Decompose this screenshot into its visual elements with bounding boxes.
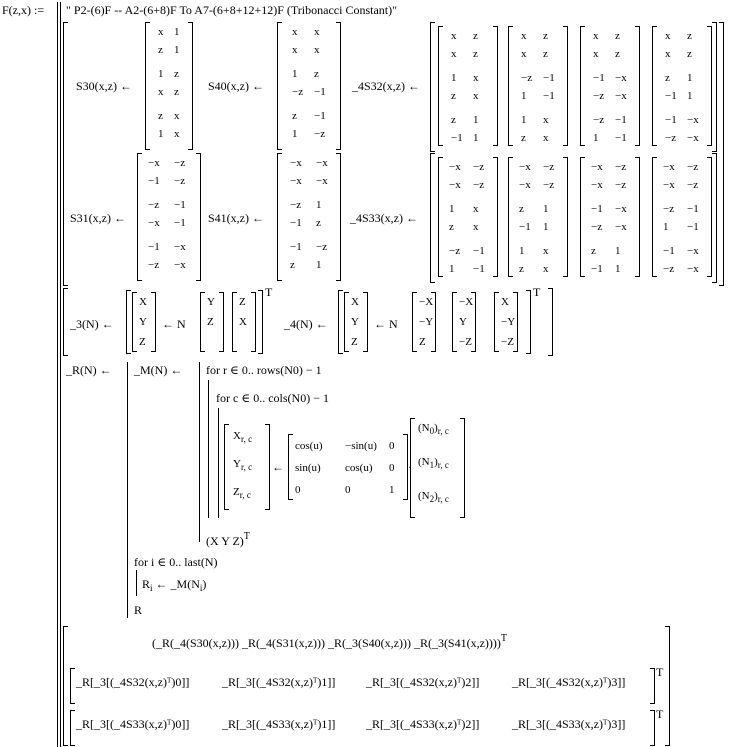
matrix-cell: x (292, 44, 298, 56)
matrix-cell: −1 (473, 263, 485, 275)
s4-32-submatrix (508, 26, 568, 146)
matrix-cell: z (314, 68, 319, 80)
matrix-cell: x (473, 90, 479, 102)
result-row-2-entry: _R[_3[(_4S32(x,z)ᵀ)3]] (512, 675, 626, 689)
result-bracket-left (63, 626, 68, 746)
for-c-body-line (218, 408, 219, 518)
result-row-2-bracket-right (650, 668, 655, 704)
result-row-3-entry: _R[_3[(_4S33(x,z)ᵀ)2]] (366, 717, 480, 731)
matrix-cell: −1 (543, 72, 555, 84)
s4-33-submatrix (580, 157, 640, 277)
result-row-3-transpose: T (656, 707, 664, 721)
f3-arrow-n: ← N (162, 317, 186, 331)
matrix-cell: −z (174, 175, 186, 187)
f4-label: _4(N) ← (284, 317, 328, 331)
n2-rc: $(N_2)_{r, c}$ (418, 490, 449, 504)
for-i-body-line (136, 570, 137, 596)
f3-bracket-right (258, 290, 263, 354)
s4-32-label: _4S32(x,z) ← (352, 79, 420, 93)
matrix-cell: −z (148, 259, 160, 271)
matrix-cell: 1 (615, 263, 621, 275)
result-row-3-bracket-left (70, 710, 75, 746)
result-row-3-entry: _R[_3[(_4S33(x,z)ᵀ)1]] (222, 717, 336, 731)
vector-cell: Z (351, 336, 358, 348)
vector-cell: Y (459, 316, 467, 328)
s41-matrix (277, 153, 341, 281)
matrix-cell: −1 (519, 221, 531, 233)
result-row-2-entry: _R[_3[(_4S32(x,z)ᵀ)0]] (76, 675, 190, 689)
matrix-cell: −1 (290, 217, 302, 229)
matrix-cell: 1 (473, 132, 479, 144)
s4-32-submatrix (652, 26, 712, 146)
matrix-cell: −x (687, 114, 699, 126)
s41-label: S41(x,z) ← (208, 211, 264, 225)
matrix-cell: x (158, 26, 164, 38)
result-row-1: (_R(_4(S30(x,z))) _R(_4(S31(x,z))) _R(_3(S40(x,z))) _R(_3(S41(x,z))))$^T$ (152, 633, 508, 650)
rotation-cell: 0 (295, 484, 301, 496)
f3-label: _3(N) ← (70, 317, 114, 331)
f4-bracket-left (338, 290, 343, 354)
vector-cell: −X (459, 296, 474, 308)
matrix-cell: −1 (174, 217, 186, 229)
result-row-2-bracket-left (70, 668, 75, 704)
matrix-cell: −1 (687, 203, 699, 215)
matrix-cell: −z (521, 72, 533, 84)
matrix-cell: −z (665, 132, 677, 144)
matrix-cell: x (521, 30, 527, 42)
matrix-cell: z (451, 114, 456, 126)
matrix-cell: −z (292, 86, 304, 98)
matrix-cell: 1 (543, 221, 549, 233)
vector-cell: −Y (501, 316, 516, 328)
matrix-cell: 1 (473, 114, 479, 126)
matrix-cell: z (687, 48, 692, 60)
f4-rhs-vector-2 (452, 292, 476, 352)
matrix-cell: −z (687, 161, 699, 173)
s30-label: S30(x,z) ← (76, 79, 132, 93)
matrix-cell: x (543, 245, 549, 257)
s4-33-submatrix (438, 157, 498, 277)
result-row-3-entry: _R[_3[(_4S33(x,z)ᵀ)3]] (512, 717, 626, 731)
matrix-cell: −1 (591, 263, 603, 275)
vector-cell: Y (207, 296, 215, 308)
matrix-cell: x (314, 44, 320, 56)
matrix-cell: 1 (449, 263, 455, 275)
matrix-cell: −x (591, 161, 603, 173)
result-row-2-transpose: T (656, 665, 664, 679)
vector-cell: X (239, 316, 247, 328)
matrix-cell: −x (174, 241, 186, 253)
matrix-cell: −1 (665, 114, 677, 126)
result-row-2-entry: _R[_3[(_4S32(x,z)ᵀ)1]] (222, 675, 336, 689)
vector-cell: −X (419, 296, 434, 308)
s4-33-bracket-right (712, 153, 717, 283)
matrix-cell: −z (593, 90, 605, 102)
matrix-cell: 1 (521, 114, 527, 126)
matrix-cell: z (158, 44, 163, 56)
s31-matrix (137, 153, 201, 281)
matrix-cell: 1 (316, 199, 322, 211)
vector-cell: Y (351, 316, 359, 328)
matrix-cell: z (521, 132, 526, 144)
outer-bracket-line (57, 2, 58, 747)
vector-cell: Z (207, 316, 214, 328)
y-rc: $Y_{r, c}$ (233, 458, 253, 472)
matrix-cell: −1 (615, 114, 627, 126)
dot-operator: · (408, 460, 412, 474)
matrix-cell: 1 (687, 90, 693, 102)
matrix-cell: −1 (148, 241, 160, 253)
vector-cell: Z (419, 336, 426, 348)
for-r-body-line (208, 380, 209, 518)
matrix-cell: −x (148, 157, 160, 169)
title-string: " P2-(6)F -- A2-(6+8)F To A7-(6+8+12+12)F (Tribonacci Constant)" (66, 3, 398, 17)
matrix-cell: −x (449, 161, 461, 173)
matrix-cell: −x (615, 221, 627, 233)
s4-32-submatrix (580, 26, 640, 146)
s4-33-bracket-left (430, 153, 435, 283)
return-xyz: (X Y Z)$^T$ (206, 531, 250, 548)
x-rc: $X_{r, c}$ (233, 430, 253, 444)
matrix-cell: −1 (591, 203, 603, 215)
rotation-cell: 1 (389, 484, 395, 496)
matrix-cell: z (543, 30, 548, 42)
matrix-cell: −z (593, 114, 605, 126)
matrix-cell: x (473, 221, 479, 233)
for-r-loop: for r ∈ 0.. rows(N0) − 1 (206, 363, 322, 377)
matrix-cell: z (292, 110, 297, 122)
matrix-cell: 1 (521, 90, 527, 102)
for-i-loop: for i ∈ 0.. last(N) (134, 555, 218, 569)
assign-arrow: ← (272, 460, 284, 474)
block2-right-bracket (548, 288, 553, 356)
matrix-cell: x (543, 263, 549, 275)
f3-transpose: T (265, 285, 273, 299)
matrix-cell: z (665, 72, 670, 84)
matrix-cell: −x (290, 175, 302, 187)
f3-bracket-left (126, 290, 131, 354)
matrix-cell: −x (316, 157, 328, 169)
s4-32-submatrix (438, 26, 498, 146)
xyz-rc-vector (224, 424, 270, 510)
matrix-cell: −z (615, 179, 627, 191)
matrix-cell: z (519, 203, 524, 215)
fR-label: _R(N) ← (66, 363, 112, 377)
matrix-cell: x (451, 48, 457, 60)
matrix-cell: −x (687, 245, 699, 257)
matrix-cell: x (543, 132, 549, 144)
matrix-cell: −z (687, 179, 699, 191)
matrix-cell: −z (473, 179, 485, 191)
matrix-cell: −x (687, 132, 699, 144)
matrix-cell: −z (591, 221, 603, 233)
matrix-cell: z (316, 217, 321, 229)
s31-label: S31(x,z) ← (70, 211, 126, 225)
f4-bracket-right (526, 290, 531, 354)
matrix-cell: 1 (687, 72, 693, 84)
matrix-cell: −1 (593, 72, 605, 84)
rotation-cell: 0 (345, 484, 351, 496)
matrix-cell: −1 (174, 199, 186, 211)
matrix-cell: −1 (687, 221, 699, 233)
n1-rc: $(N_1)_{r, c}$ (418, 456, 449, 470)
fM-label: _M(N) ← (134, 363, 183, 377)
s4-32-bracket-right (712, 22, 717, 152)
matrix-cell: 1 (543, 203, 549, 215)
matrix-cell: z (615, 48, 620, 60)
rotation-cell: 0 (389, 440, 395, 452)
matrix-cell: −x (316, 175, 328, 187)
matrix-cell: x (451, 30, 457, 42)
n-bracket-left (410, 418, 415, 518)
matrix-cell: −x (615, 203, 627, 215)
matrix-cell: z (543, 48, 548, 60)
matrix-cell: −1 (665, 90, 677, 102)
result-row-2-entry: _R[_3[(_4S32(x,z)ᵀ)2]] (366, 675, 480, 689)
matrix-cell: x (473, 72, 479, 84)
z-rc: $Z_{r, c}$ (233, 486, 251, 500)
matrix-cell: x (543, 114, 549, 126)
f4-lhs-vector (344, 292, 368, 352)
matrix-cell: −x (663, 161, 675, 173)
fR-program-line (127, 362, 128, 618)
matrix-cell: x (521, 48, 527, 60)
rotation-matrix (288, 434, 408, 500)
rotation-cell: 0 (389, 462, 395, 474)
for-c-loop: for c ∈ 0.. cols(N0) − 1 (216, 391, 329, 405)
matrix-cell: x (593, 30, 599, 42)
block2-left-bracket (63, 288, 68, 356)
matrix-cell: 1 (449, 203, 455, 215)
matrix-cell: −1 (148, 175, 160, 187)
function-name: F(z,x) := (2, 3, 45, 17)
f3-lhs-vector (132, 292, 156, 352)
rotation-cell: −sin(u) (345, 440, 377, 452)
vector-cell: Z (139, 336, 146, 348)
result-bracket-right (665, 626, 670, 746)
matrix-cell: −x (449, 179, 461, 191)
matrix-cell: −z (543, 161, 555, 173)
f4-rhs-vector-1 (412, 292, 436, 352)
return-R: R (134, 603, 143, 617)
matrix-cell: −x (519, 179, 531, 191)
matrix-cell: −z (148, 199, 160, 211)
matrix-cell: −1 (663, 245, 675, 257)
matrix-cell: −z (473, 161, 485, 173)
matrix-cell: z (519, 263, 524, 275)
matrix-cell: x (593, 48, 599, 60)
matrix-cell: 1 (292, 128, 298, 140)
result-row-3-bracket-right (650, 710, 655, 746)
s4-33-label: _4S33(x,z) ← (350, 211, 418, 225)
matrix-cell: z (473, 30, 478, 42)
fM-program-line (199, 362, 200, 542)
matrix-cell: −1 (451, 132, 463, 144)
block1-right-bracket (719, 22, 724, 286)
matrix-cell: z (158, 110, 163, 122)
matrix-cell: z (290, 259, 295, 271)
matrix-cell: −1 (543, 90, 555, 102)
f4-transpose: T (533, 285, 541, 299)
n0-rc: $(N_0)_{r, c}$ (418, 422, 449, 436)
s40-label: S40(x,z) ← (208, 79, 264, 93)
s4-32-bracket-left (430, 22, 435, 152)
matrix-cell: z (615, 30, 620, 42)
rotation-cell: cos(u) (295, 440, 323, 452)
matrix-cell: −z (314, 128, 326, 140)
matrix-cell: z (449, 221, 454, 233)
matrix-cell: −z (449, 245, 461, 257)
matrix-cell: x (174, 110, 180, 122)
matrix-cell: x (174, 128, 180, 140)
matrix-cell: x (292, 26, 298, 38)
matrix-cell: −x (591, 179, 603, 191)
matrix-cell: −x (148, 217, 160, 229)
vector-cell: X (501, 296, 509, 308)
matrix-cell: −1 (314, 86, 326, 98)
matrix-cell: z (591, 245, 596, 257)
matrix-cell: 1 (663, 221, 669, 233)
matrix-cell: −x (519, 161, 531, 173)
vector-cell: −Z (501, 336, 514, 348)
matrix-cell: −z (663, 263, 675, 275)
matrix-cell: 1 (615, 245, 621, 257)
f3-rhs-vector-2 (232, 292, 256, 352)
matrix-cell: 1 (316, 259, 322, 271)
f4-arrow-n: ← N (374, 317, 398, 331)
matrix-cell: 1 (292, 68, 298, 80)
matrix-cell: −1 (615, 132, 627, 144)
matrix-cell: −x (615, 90, 627, 102)
result-row-3-entry: _R[_3[(_4S33(x,z)ᵀ)0]] (76, 717, 190, 731)
matrix-cell: 1 (158, 68, 164, 80)
matrix-cell: 1 (158, 128, 164, 140)
s4-33-submatrix (508, 157, 568, 277)
matrix-cell: −1 (314, 110, 326, 122)
matrix-cell: −1 (473, 245, 485, 257)
s30-matrix (145, 22, 193, 150)
vector-cell: −Y (419, 316, 434, 328)
matrix-cell: −z (174, 157, 186, 169)
matrix-cell: x (158, 86, 164, 98)
matrix-cell: 1 (519, 245, 525, 257)
matrix-cell: −x (290, 157, 302, 169)
matrix-cell: x (665, 30, 671, 42)
vector-cell: −Z (459, 336, 472, 348)
matrix-cell: z (473, 48, 478, 60)
block1-left-bracket (63, 22, 68, 286)
rotation-cell: sin(u) (295, 462, 321, 474)
vector-cell: X (139, 296, 147, 308)
r-i-assign: $R_i$ ← $\_M(N_i)$ (142, 577, 207, 593)
matrix-cell: −x (615, 72, 627, 84)
matrix-cell: −x (687, 263, 699, 275)
s40-matrix (277, 22, 341, 150)
s4-33-submatrix (652, 157, 712, 277)
matrix-cell: −1 (290, 241, 302, 253)
outer-bracket-line-2 (60, 2, 61, 747)
matrix-cell: 1 (451, 72, 457, 84)
matrix-cell: 1 (174, 44, 180, 56)
matrix-cell: 1 (174, 26, 180, 38)
vector-cell: X (351, 296, 359, 308)
matrix-cell: −z (663, 203, 675, 215)
f3-rhs-vector-1 (200, 292, 224, 352)
matrix-cell: x (665, 48, 671, 60)
f4-rhs-vector-3 (494, 292, 518, 352)
matrix-cell: −x (174, 259, 186, 271)
matrix-cell: 1 (593, 132, 599, 144)
matrix-cell: z (174, 68, 179, 80)
n-bracket-right (460, 418, 465, 518)
matrix-cell: x (473, 203, 479, 215)
matrix-cell: z (687, 30, 692, 42)
matrix-cell: z (174, 86, 179, 98)
matrix-cell: −z (543, 179, 555, 191)
vector-cell: Z (239, 296, 246, 308)
rotation-cell: cos(u) (345, 462, 373, 474)
matrix-cell: −z (316, 241, 328, 253)
matrix-cell: −x (663, 179, 675, 191)
matrix-cell: x (314, 26, 320, 38)
matrix-cell: −z (615, 161, 627, 173)
vector-cell: Y (139, 316, 147, 328)
matrix-cell: −z (290, 199, 302, 211)
matrix-cell: z (451, 90, 456, 102)
